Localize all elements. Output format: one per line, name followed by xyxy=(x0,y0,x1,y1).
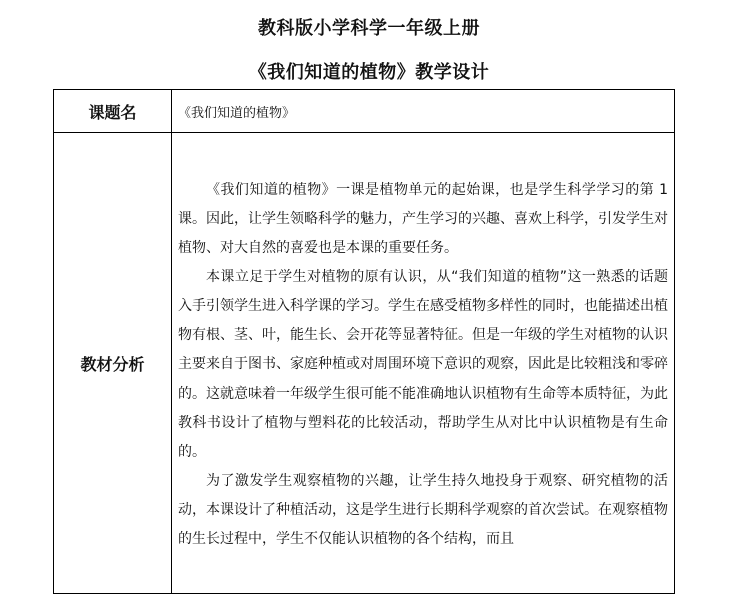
row-value-textbook-analysis xyxy=(172,133,675,594)
row-label-textbook-analysis: 教材分析 xyxy=(54,133,172,594)
analysis-body xyxy=(172,172,674,554)
row-value-topic xyxy=(172,90,675,133)
document-title: 教科版小学科学一年级上册 xyxy=(258,18,480,39)
row-label-topic: 课题名 xyxy=(54,90,172,133)
analysis-paragraph: 《我们知道的植物》一课是植物单元的起始课，也是学生科学学习的第 1 课。因此，让学生领略科学的魅力，产生学习的兴趣、喜欢上科学，引发学生对植物、对大自然的喜爱也是本课的重要任务。 xyxy=(178,181,668,257)
document-subtitle: 《我们知道的植物》教学设计 xyxy=(248,62,490,83)
table-row xyxy=(54,133,675,594)
table-row xyxy=(54,90,675,133)
analysis-paragraph: 本课立足于学生对植物的原有认识，从“我们知道的植物”这一熟悉的话题入手引领学生进入科学课的学习。学生在感受植物多样性的同时，也能描述出植物有根、茎、叶，能生长、会开花等显著特征。但是一年级的学生对植物的认识主要来自于图书、家庭种植或对周围环境下意识的观察，因此是比较粗浅和零碎的。这就意味着一年级学生很可能不能准确地认识植物有生命等本质特征，为此教科书设计了植物与塑料花的比较活动，帮助学生从对比中认识植物是有生命的。 xyxy=(178,269,668,460)
topic-value: 《我们知道的植物》 xyxy=(178,105,296,121)
analysis-paragraph: 为了激发学生观察植物的兴趣，让学生持久地投身于观察、研究植物的活动，本课设计了种植活动，这是学生进行长期科学观察的首次尝试。在观察植物的生长过程中，学生不仅能认识植物的各个结构，而且 xyxy=(178,472,668,548)
lesson-plan-table xyxy=(53,89,675,594)
